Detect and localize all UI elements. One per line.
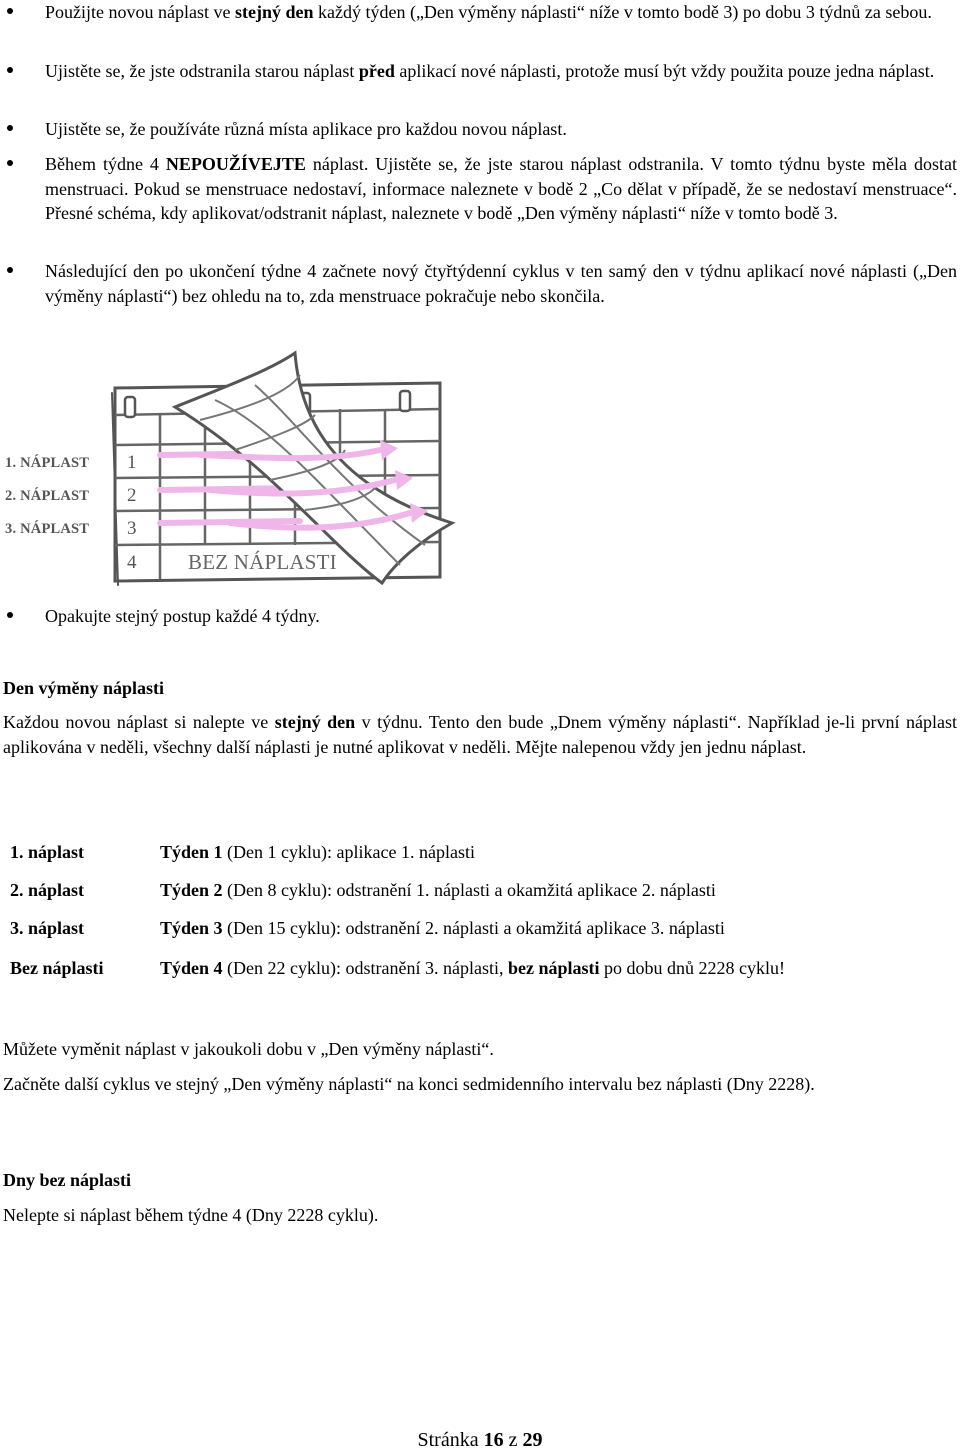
section-heading: Dny bez náplasti: [3, 1170, 132, 1190]
row-label-patch-3: 3. NÁPLAST: [5, 521, 90, 537]
emphasized-text: Týden 2: [160, 880, 223, 900]
footer-separator: z: [503, 1429, 523, 1451]
text-segment: náplast. Ujistěte se, že jste starou náplast odstranila. V tomto týdnu byste měla dostat menstruaci. Pokud se menstruace nedostaví, informace naleznete v bodě 2 „Co dělat v případě, že se nedostaví menstruace“. Přesné schéma, kdy aplikovat/odstranit náplast, naleznete v bodě „Den výměny náplasti“ níže v tomto bodě 3.: [45, 154, 957, 223]
page-footer: [0, 1428, 960, 1453]
bullet-icon: [7, 67, 13, 73]
row-label-patch-1: 1. NÁPLAST: [5, 455, 90, 471]
section-paragraph: Nelepte si náplast během týdne 4 (Dny 2228 cyklu).: [3, 1205, 379, 1225]
text-segment: v týdnu. Tento den bude „Dnem výměny náplasti“. Například je-li první náplast aplikována v neděli, všechny další náplasti je nutné aplikovat v neděli. Mějte nalepenou vždy jen jednu náplast.: [3, 712, 957, 757]
text-segment: aplikací nové náplasti, protože musí být vždy použita pouze jedna náplast.: [394, 61, 935, 81]
schedule-description: [160, 916, 725, 941]
week-number-2: 2: [127, 485, 137, 506]
bullet-text: [45, 152, 957, 226]
bullet-text: [45, 0, 957, 25]
change-paragraph: Můžete vyměnit náplast v jakoukoli dobu v „Den výměny náplasti“.: [3, 1039, 494, 1059]
bullet-icon: [7, 8, 13, 14]
schedule-patch-label: Bez náplasti: [10, 958, 104, 978]
no-patch-label: BEZ NÁPLASTI: [188, 550, 337, 574]
emphasized-text: stejný den: [274, 712, 356, 732]
text-segment: (Den 1 cyklu): aplikace 1. náplasti: [222, 842, 475, 862]
week-number-3: 3: [127, 518, 137, 539]
bullet-icon: [7, 160, 13, 166]
text-segment: Během týdne 4: [45, 154, 166, 174]
total-page-count: 29: [522, 1429, 543, 1451]
bullet-icon: [7, 125, 13, 131]
emphasized-text: NEPOUŽÍVEJTE: [165, 154, 306, 174]
week-number-1: 1: [127, 452, 137, 473]
bullet-icon: [7, 612, 13, 618]
text-segment: po dobu dnů 2228 cyklu!: [599, 958, 785, 978]
bullet-text: [45, 59, 957, 84]
schedule-patch-label: 1. náplast: [10, 842, 85, 862]
schedule-description: [160, 840, 475, 865]
text-segment: Ujistěte se, že používáte různá místa aplikace pro každou novou náplast.: [45, 119, 567, 139]
footer-prefix: Stránka: [417, 1429, 484, 1451]
emphasized-text: stejný den: [234, 2, 314, 22]
text-segment: Každou novou náplast si nalepte ve: [3, 712, 275, 732]
schedule-description: [160, 878, 716, 903]
week-number-4: 4: [127, 552, 137, 573]
text-segment: Použijte novou náplast ve: [45, 2, 235, 22]
text-segment: Následující den po ukončení týdne 4 začnete nový čtyřtýdenní cyklus v ten samý den v týdnu aplikací nové náplasti („Den výměny náplasti“) bez ohledu na to, zda menstruace pokračuje nebo skončila.: [45, 261, 957, 306]
next-cycle-paragraph: Začněte další cyklus ve stejný „Den výměny náplasti“ na konci sedmidenního intervalu bez náplasti (Dny 2228).: [3, 1074, 815, 1094]
schedule-description: [160, 956, 785, 981]
emphasized-text: Týden 1: [160, 842, 223, 862]
emphasized-text: před: [358, 61, 395, 81]
text-segment: (Den 8 cyklu): odstranění 1. náplasti a okamžitá aplikace 2. náplasti: [222, 880, 716, 900]
bullet-text: [45, 259, 957, 308]
row-label-patch-2: 2. NÁPLAST: [5, 488, 90, 504]
emphasized-text: Týden 4: [160, 958, 223, 978]
emphasized-text: Týden 3: [160, 918, 223, 938]
schedule-patch-label: 3. náplast: [10, 918, 85, 938]
text-segment: (Den 15 cyklu): odstranění 2. náplasti a okamžitá aplikace 3. náplasti: [222, 918, 725, 938]
bullet-text: [45, 117, 957, 142]
text-segment: Ujistěte se, že jste odstranila starou náplast: [45, 61, 359, 81]
emphasized-text: bez náplasti: [507, 958, 600, 978]
current-page-number: 16: [483, 1429, 504, 1451]
text-segment: každý týden („Den výměny náplasti“ níže v tomto bodě 3) po dobu 3 týdnů za sebou.: [313, 2, 932, 22]
section-paragraph: [3, 710, 957, 759]
patch-calendar-illustration: [0, 345, 470, 595]
bullet-icon: [7, 267, 13, 273]
bullet-text: Opakujte stejný postup každé 4 týdny.: [45, 606, 320, 626]
text-segment: (Den 22 cyklu): odstranění 3. náplasti,: [222, 958, 508, 978]
schedule-patch-label: 2. náplast: [10, 880, 85, 900]
section-heading: Den výměny náplasti: [3, 678, 165, 698]
